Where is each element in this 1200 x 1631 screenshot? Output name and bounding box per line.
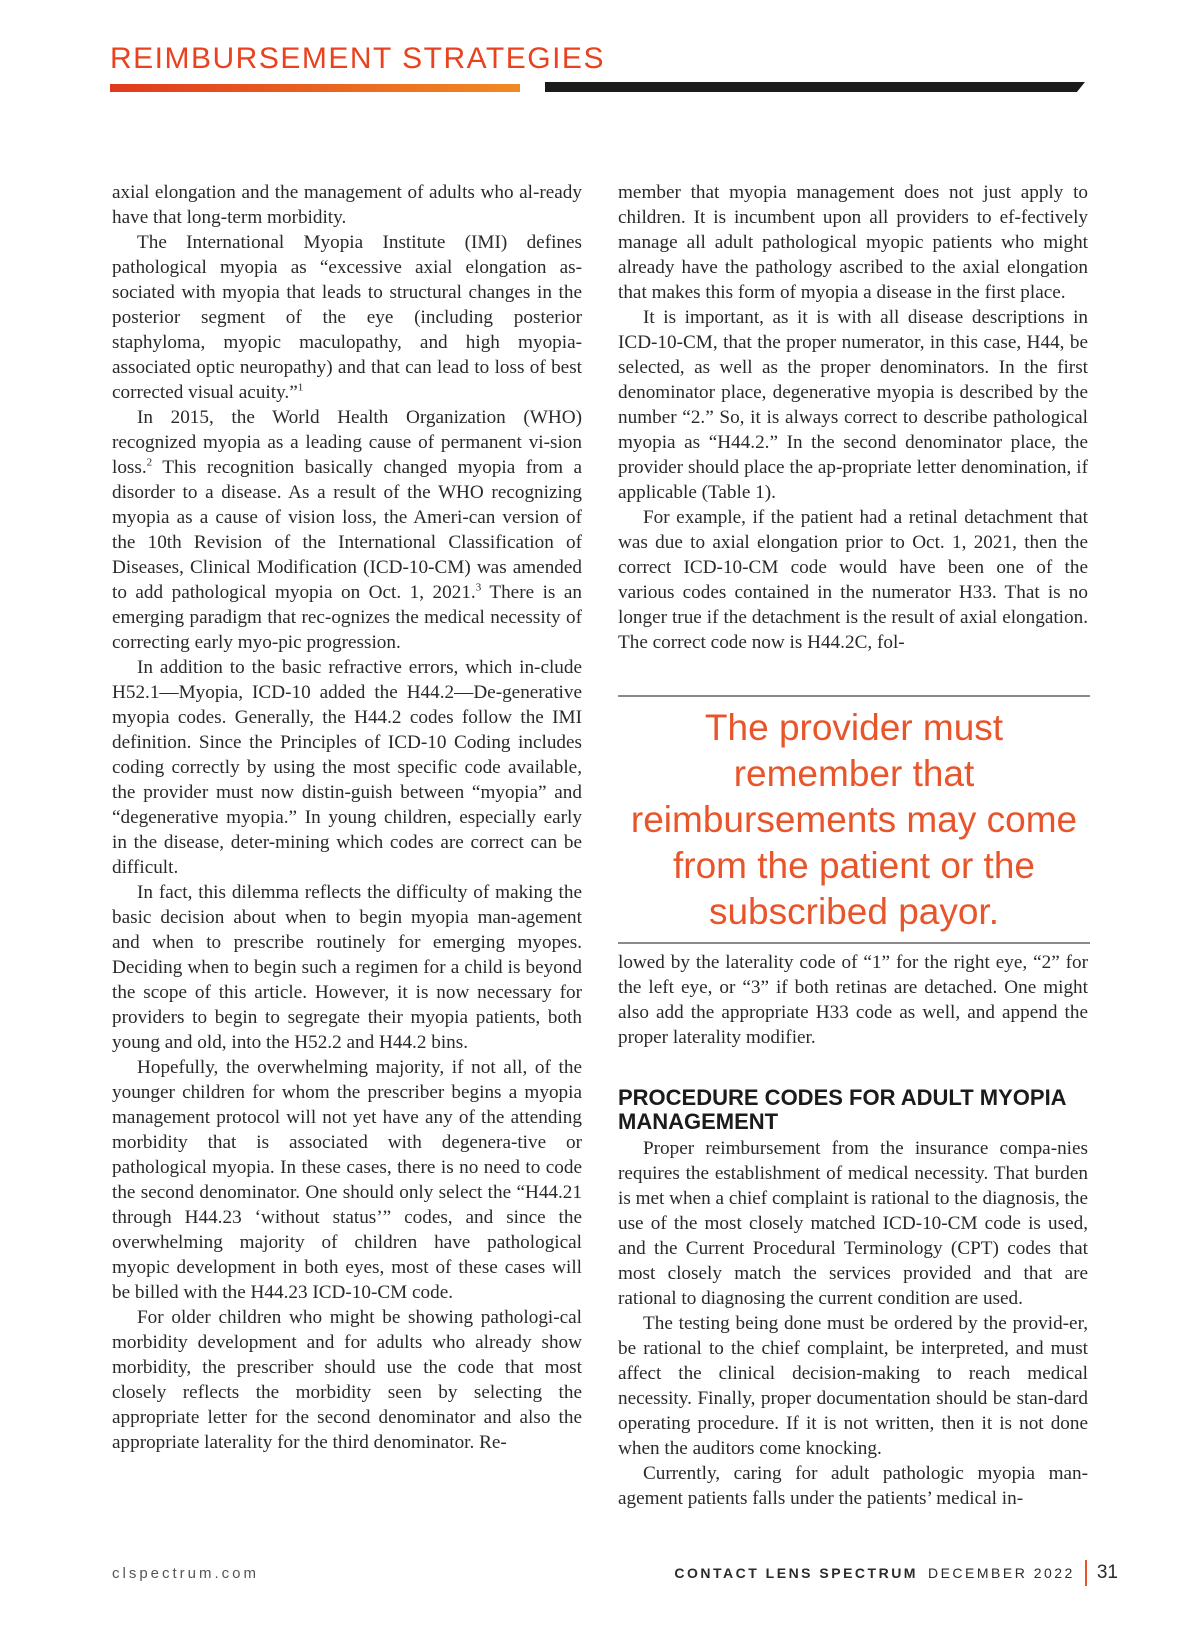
paragraph: In fact, this dilemma reflects the difficulty of making the basic decision about when to begin myopia man-agement and when to prescribe routinely for emerging myopes. Deciding when to begin such a regimen for a child is beyond the scope of this article. However, it is now necessary for providers to begin to segregate their myopia patients, both young and old, into the H52.2 and H44.2 bins. (112, 882, 582, 1053)
paragraph: Currently, caring for adult pathologic myopia man-agement patients falls under the patients’ medical in- (618, 1463, 1088, 1509)
paragraph: axial elongation and the management of adults who al-ready have that long-term morbidity. (112, 182, 582, 228)
header-rule (545, 82, 1085, 92)
footer-divider (1085, 1560, 1087, 1586)
section-label: REIMBURSEMENT STRATEGIES (110, 42, 605, 75)
article-left-column (112, 180, 582, 1455)
reference-marker: 3 (475, 581, 482, 594)
paragraph (112, 230, 582, 405)
paragraph-text: In 2015, the World Health Organization (WHO) recognized myopia as a leading cause of permanent vi-sion loss. (112, 407, 582, 478)
paragraph: It is important, as it is with all disease descriptions in ICD-10-CM, that the proper numerator, in this case, H44, be selected, as well as the proper denominators. In the first denominator place, degenerative myopia is described by the number “2.” So, it is always correct to describe pathological myopia as “H44.2.” In the second denominator place, the provider should place the ap-propriate letter denomination, if applicable (Table 1). (618, 307, 1088, 503)
pull-quote: The provider must remember that reimbursements may come from the patient or the subscribed payor. (630, 706, 1078, 932)
footer-website: clspectrum.com (112, 1565, 260, 1582)
paragraph: lowed by the laterality code of “1” for the right eye, “2” for the left eye, or “3” if both retinas are detached. One might also add the appropriate H33 code as well, and append the proper laterality modifier. (618, 952, 1088, 1048)
paragraph: member that myopia management does not just apply to children. It is incumbent upon all providers to ef-fectively manage all adult pathological myopic patients who might already have the pathology ascribed to the axial elongation that makes this form of myopia a disease in the first place. (618, 182, 1088, 303)
article-right-column-top (618, 180, 1088, 655)
reference-marker: 1 (297, 381, 304, 394)
paragraph: Hopefully, the overwhelming majority, if not all, of the younger children for whom the prescriber begins a myopia management protocol will not yet have any of the attending morbidity that is associated with degenera-tive or pathological myopia. In these cases, there is no need to code the second denominator. One should only select the “H44.21 through H44.23 ‘without status’” codes, and since the overwhelming majority of children have pathological myopic development in both eyes, most of these cases will be billed with the H44.23 ICD-10-CM code. (112, 1057, 582, 1303)
paragraph-text: This recognition basically changed myopia from a disorder to a disease. As a result of the WHO recognizing myopia as a cause of vision loss, the Ameri-can version of the 10th Revision of the International Classification of Diseases, Clinical Modification (ICD-10-CM) was amended to add pathological myopia on Oct. 1, 2021. (112, 457, 582, 603)
paragraph-text: There is an emerging paradigm that rec-ognizes the medical necessity of correcting early myo-pic progression. (112, 582, 582, 653)
pull-quote-box (618, 695, 1090, 944)
paragraph-text: The International Myopia Institute (IMI) defines pathological myopia as “excessive axial elongation as-sociated with myopia that leads to structural changes in the posterior segment of the eye (including posterior staphyloma, myopic maculopathy, and high myopia-associated optic neuropathy) and that can lead to loss of best corrected visual acuity.” (112, 232, 582, 403)
paragraph: The testing being done must be ordered by the provid-er, be rational to the chief complaint, be interpreted, and must affect the clinical decision-making to reach medical necessity. Finally, proper documentation should be stan-dard operating procedure. If it is not written, then it is not done when the auditors come knocking. (618, 1313, 1088, 1459)
paragraph: For older children who might be showing pathologi-cal morbidity development and for adults who already show morbidity, the prescriber should use the code that most closely reflects the morbidity seen by selecting the appropriate letter for the second denominator and also the appropriate laterality for the third denominator. Re- (112, 1307, 582, 1453)
footer-publication: CONTACT LENS SPECTRUM (674, 1565, 918, 1581)
paragraph: Proper reimbursement from the insurance compa-nies requires the establishment of medical necessity. That burden is met when a chief complaint is rational to the diagnosis, the use of the most closely matched ICD-10-CM code is used, and the Current Procedural Terminology (CPT) codes that most closely match the services provided and that are rational to diagnosing the current condition are used. (618, 1138, 1088, 1309)
page-number: 31 (1096, 1562, 1118, 1583)
footer-folio (674, 1560, 1118, 1586)
paragraph (112, 405, 582, 655)
section-subheading: PROCEDURE CODES FOR ADULT MYOPIA MANAGEMENT (618, 1085, 1066, 1134)
reference-marker: 2 (146, 456, 153, 469)
section-label-underline (110, 84, 520, 92)
paragraph: In addition to the basic refractive errors, which in-clude H52.1—Myopia, ICD-10 added the H44.2—De-generative myopia codes. Generally, the H44.2 codes follow the IMI definition. Since the Principles of ICD-10 Coding includes coding correctly by using the most specific code available, the provider must now distin-guish between “myopia” and “degenerative myopia.” In young children, especially early in the disease, deter-mining which codes are correct can be difficult. (112, 657, 582, 878)
article-right-column-bottom (618, 950, 1088, 1511)
footer-issue-date: DECEMBER 2022 (927, 1565, 1075, 1581)
paragraph: For example, if the patient had a retinal detachment that was due to axial elongation prior to Oct. 1, 2021, then the correct ICD-10-CM code would have been one of the various codes contained in the numerator H33. That is no longer true if the detachment is the result of axial elongation. The correct code now is H44.2C, fol- (618, 507, 1088, 653)
